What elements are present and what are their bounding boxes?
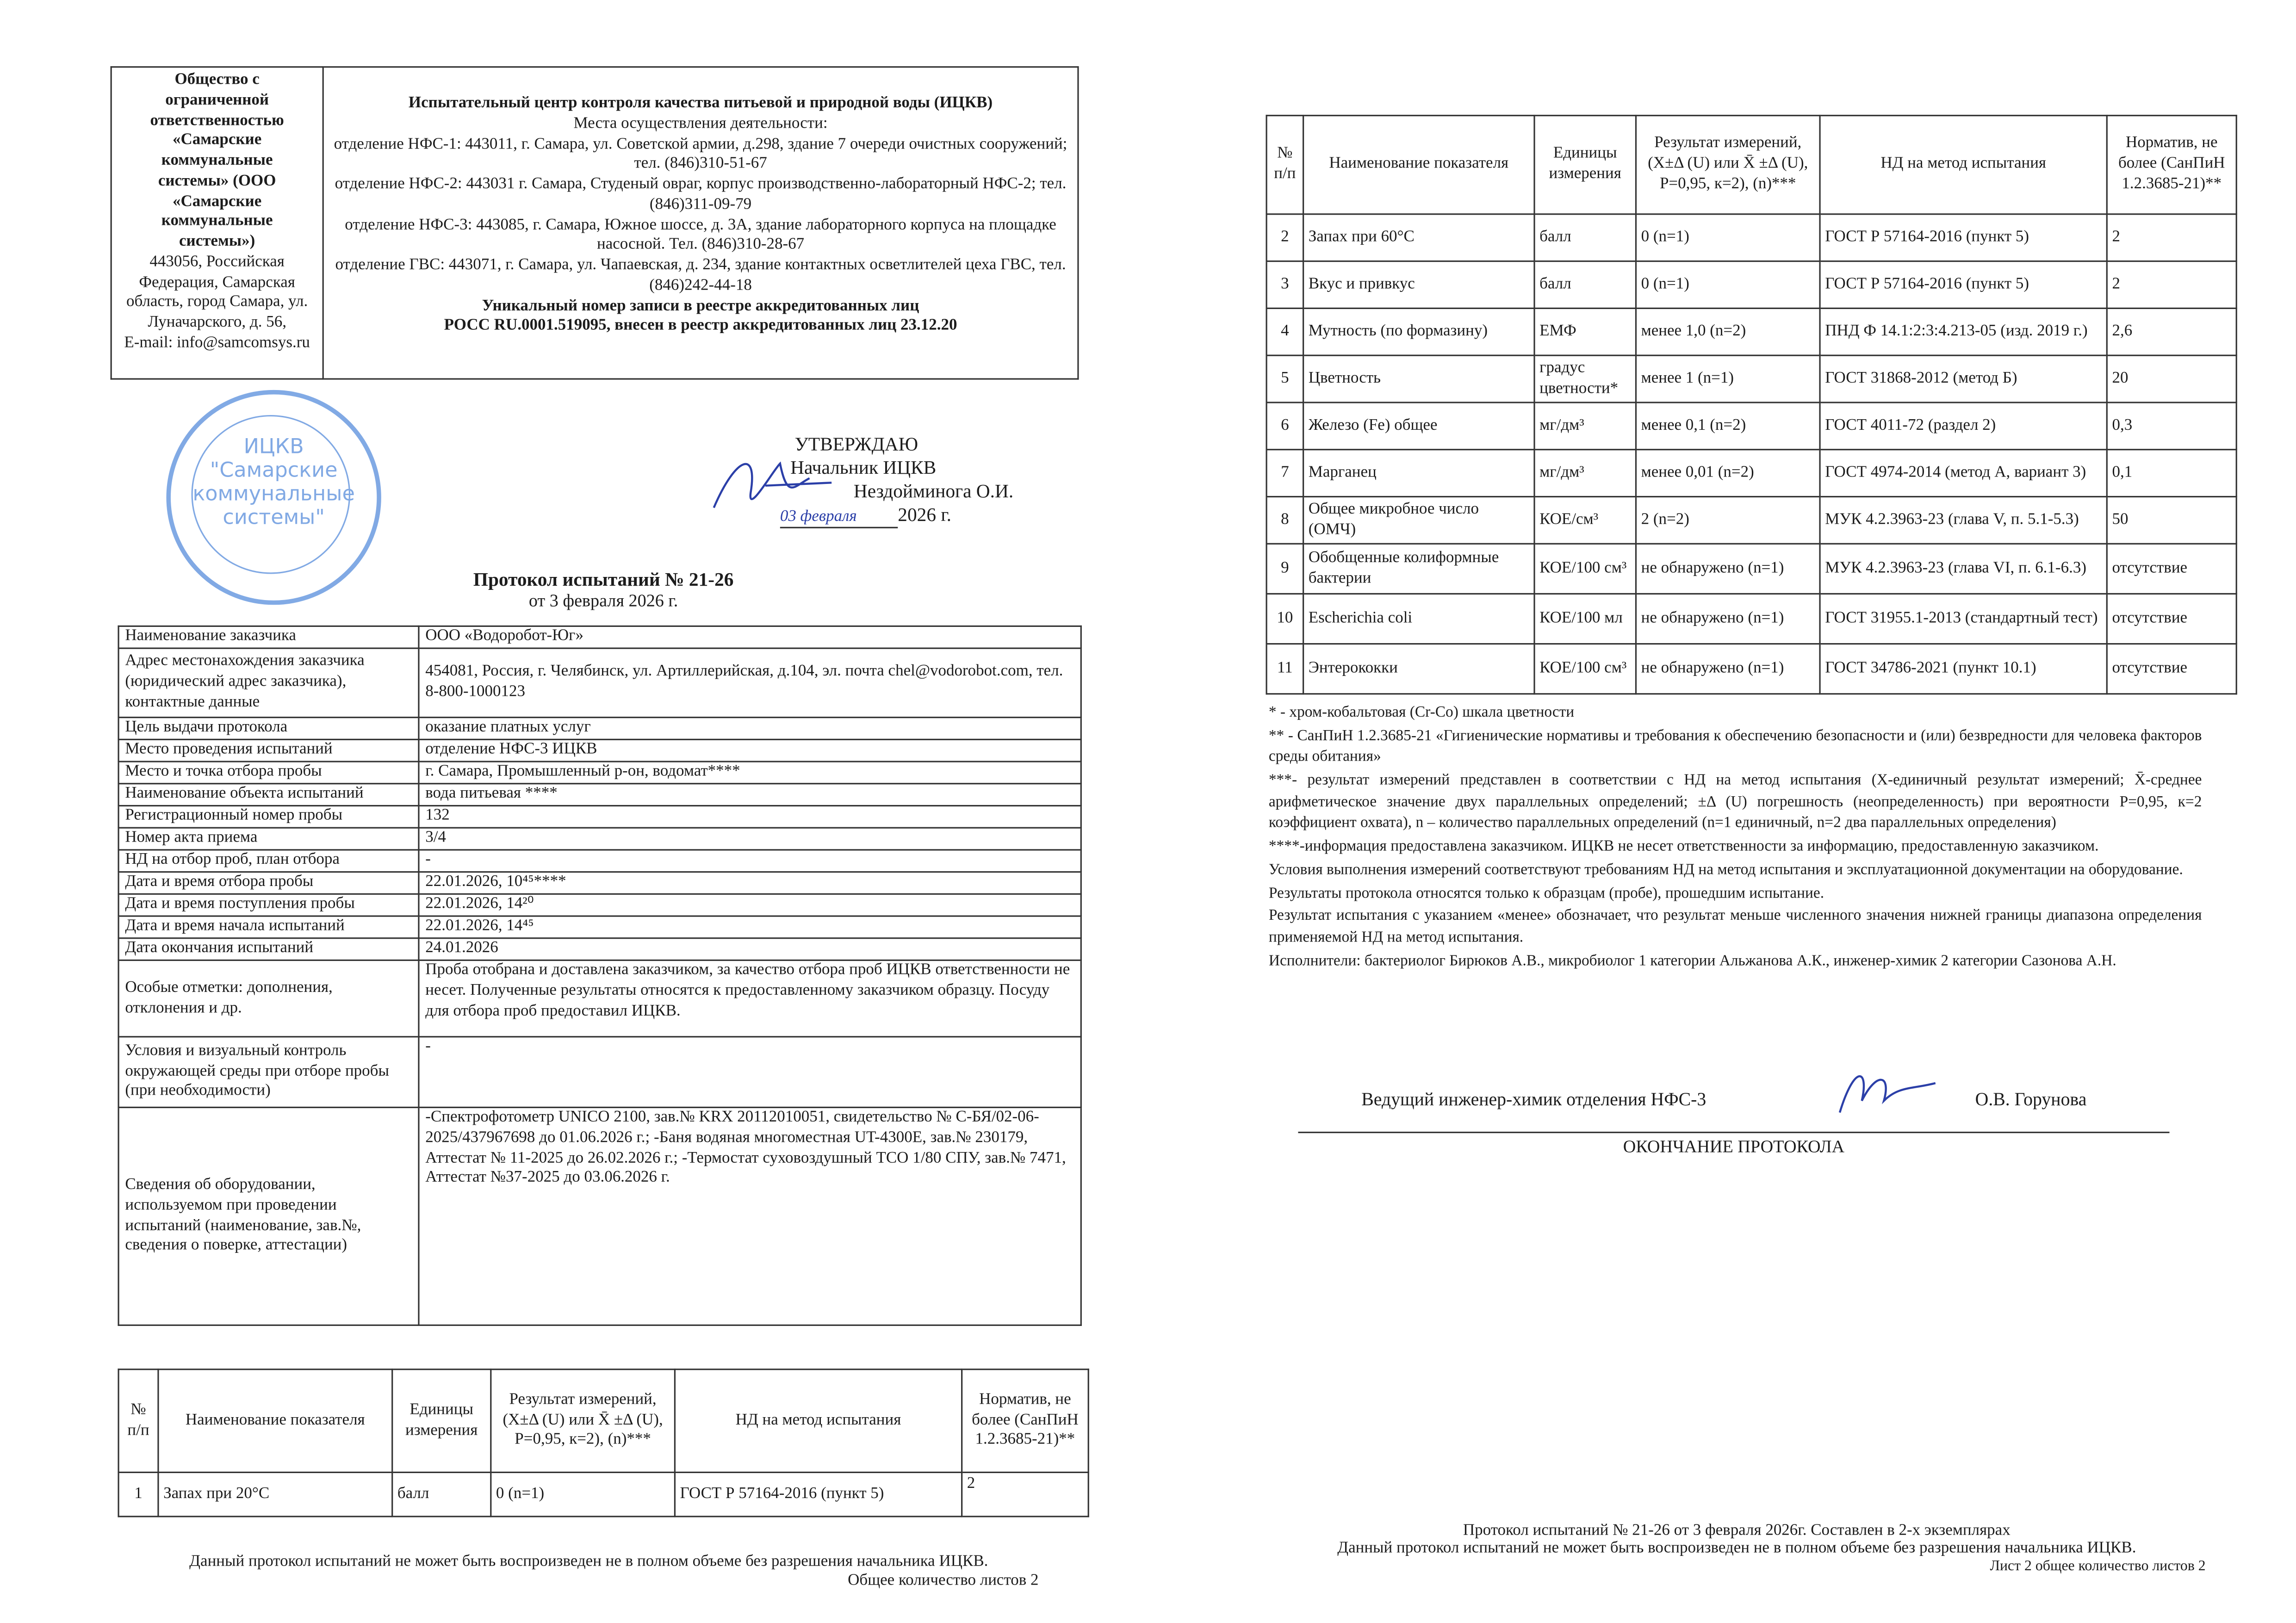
- info-label: Наименование объекта испытаний: [118, 784, 419, 806]
- info-label: Цель выдачи протокола: [118, 718, 419, 740]
- signoff-position: Ведущий инженер-химик отделения НФС-3: [1361, 1089, 1706, 1110]
- cell-num: 2: [1266, 214, 1303, 261]
- info-row: [118, 718, 1081, 740]
- organization-name-line: Общество с: [174, 70, 260, 88]
- cell-norm: 2: [962, 1472, 1089, 1516]
- cell-name: Железо (Fe) общее: [1303, 403, 1534, 450]
- cell-result: не обнаружено (n=1): [1636, 544, 1820, 594]
- organization-name-line: «Самарские: [173, 192, 262, 210]
- col-num: № п/п: [118, 1369, 158, 1473]
- cell-method: ГОСТ Р 57164-2016 (пункт 5): [1820, 261, 2107, 309]
- cell-result: 2 (n=2): [1636, 497, 1820, 544]
- info-row: [118, 762, 1081, 784]
- info-value: -: [419, 850, 1081, 872]
- cell-num: 3: [1266, 261, 1303, 309]
- result-row: [1266, 308, 2236, 355]
- place-item: отделение НФС-2: 443031 г. Самара, Студеный овраг, корпус производственно-лабораторный НФС-2; тел. (846)311-09-79: [335, 175, 1067, 213]
- organization-name-line: ответственностью: [150, 111, 284, 129]
- center-cell: [323, 67, 1078, 379]
- result-row: [1266, 450, 2236, 497]
- info-label: Номер акта приема: [118, 828, 419, 850]
- cell-unit: ЕМФ: [1534, 308, 1636, 355]
- footnote: * - хром-кобальтовая (Cr-Co) шкала цветности: [1268, 705, 1575, 721]
- col-norm: Норматив, не более (СанПиН 1.2.3685-21)**: [962, 1369, 1089, 1473]
- info-value: ООО «Водоробот-Юг»: [419, 626, 1081, 648]
- info-row: [118, 739, 1081, 762]
- info-value: оказание платных услуг: [419, 718, 1081, 740]
- cell-unit: мг/дм³: [1534, 450, 1636, 497]
- info-row: [118, 626, 1081, 648]
- organization-email: E-mail: info@samcomsys.ru: [124, 334, 310, 352]
- info-value: Проба отобрана и доставлена заказчиком, за качество отбора проб ИЦКВ ответственности не несет. Полученные результаты относятся к предоставленному заказчиком образцу. Посуду для отбора проб предоставил ИЦКВ.: [419, 960, 1081, 1036]
- info-label: Место и точка отбора пробы: [118, 762, 419, 784]
- col-method: НД на метод испытания: [675, 1369, 962, 1473]
- col-method: НД на метод испытания: [1820, 116, 2107, 214]
- cell-method: МУК 4.2.3963-23 (глава VI, п. 6.1-6.3): [1820, 544, 2107, 594]
- cell-unit: мг/дм³: [1534, 403, 1636, 450]
- cell-unit: КОЕ/100 мл: [1534, 594, 1636, 644]
- info-row: [118, 1037, 1081, 1108]
- info-row: [118, 648, 1081, 717]
- cell-method: ГОСТ Р 57164-2016 (пункт 5): [675, 1472, 962, 1516]
- footer-protocol-info: Протокол испытаний № 21-26 от 3 февраля 2026г. Составлен в 2-х экземплярах: [1463, 1521, 2011, 1540]
- sample-info-table: [118, 626, 1081, 1326]
- info-row: [118, 784, 1081, 806]
- info-value: 24.01.2026: [419, 938, 1081, 960]
- info-row: [118, 872, 1081, 894]
- cell-num: 7: [1266, 450, 1303, 497]
- cell-norm: 2: [2107, 261, 2236, 309]
- approver-signature: [707, 441, 839, 530]
- info-row: [118, 1108, 1081, 1326]
- info-row: [118, 938, 1081, 960]
- col-result: Результат измерений, (X±Δ (U) или X̄ ±Δ (U), P=0,95, к=2), (n)***: [1636, 116, 1820, 214]
- cell-method: ГОСТ Р 57164-2016 (пункт 5): [1820, 214, 2107, 261]
- organization-name-line: ограниченной: [165, 91, 269, 109]
- cell-num: 1: [118, 1472, 158, 1516]
- info-value: -Спектрофотометр UNICO 2100, зав.№ KRX 20112010051, свидетельство № С-БЯ/02-06-2025/437967698 до 01.06.2026 г.; -Баня водяная многоместная UT-4300E, зав.№ 230179, Аттестат № 11-2025 до 26.02.2026 г.; -Термостат суховоздушный ТСО 1/80 СПУ, зав.№ 7471, Аттестат №37-2025 до 03.06.2026 г.: [419, 1108, 1081, 1326]
- col-result: Результат измерений, (X±Δ (U) или X̄ ±Δ (U), P=0,95, к=2), (n)***: [491, 1369, 675, 1473]
- cell-name: Энтерококки: [1303, 644, 1534, 694]
- footnote: ** - СанПиН 1.2.3685-21 «Гигиенические нормативы и требования к обеспечению безопасности и (или) безвредности для человека факторов среды обитания»: [1268, 728, 2202, 766]
- registry-number: РОСС RU.0001.519095, внесен в реестр аккредитованных лиц 23.12.20: [444, 316, 957, 335]
- footer-sheet-number: Лист 2 общее количество листов 2: [1990, 1558, 2206, 1575]
- cell-method: ГОСТ 4011-72 (раздел 2): [1820, 403, 2107, 450]
- divider: [1298, 1132, 2169, 1133]
- col-norm: Норматив, не более (СанПиН 1.2.3685-21)**: [2107, 116, 2236, 214]
- cell-method: ГОСТ 31955.1-2013 (стандартный тест): [1820, 594, 2107, 644]
- organization-name-line: коммунальные: [161, 151, 273, 169]
- organization-stamp: ИЦКВ "Самарские коммунальные системы": [166, 390, 381, 605]
- info-value: -: [419, 1037, 1081, 1108]
- col-unit: Единицы измерения: [1534, 116, 1636, 214]
- cell-name: Мутность (по формазину): [1303, 308, 1534, 355]
- cell-result: 0 (n=1): [491, 1472, 675, 1516]
- result-row: [1266, 644, 2236, 694]
- result-row: [118, 1472, 1088, 1516]
- organization-name-line: коммунальные: [161, 212, 273, 230]
- info-value: 22.01.2026, 10⁴⁵****: [419, 872, 1081, 894]
- signoff-name: О.В. Горунова: [1975, 1089, 2087, 1110]
- cell-unit: балл: [1534, 214, 1636, 261]
- approval-year: 2026 г.: [898, 502, 951, 525]
- cell-norm: 50: [2107, 497, 2236, 544]
- result-row: [1266, 594, 2236, 644]
- result-row: [1266, 355, 2236, 403]
- cell-result: 0 (n=1): [1636, 261, 1820, 309]
- result-row: [1266, 261, 2236, 309]
- protocol-date: от 3 февраля 2026 г.: [528, 590, 678, 611]
- cell-unit: балл: [1534, 261, 1636, 309]
- footer-disclaimer: Данный протокол испытаний не может быть воспроизведен не в полном объеме без разрешения начальника ИЦКВ.: [189, 1552, 988, 1570]
- cell-name: Общее микробное число (ОМЧ): [1303, 497, 1534, 544]
- info-label: Адрес местонахождения заказчика (юридический адрес заказчика), контактные данные: [118, 648, 419, 717]
- places-title: Места осуществления деятельности:: [573, 114, 828, 132]
- cell-unit: КОЕ/100 см³: [1534, 544, 1636, 594]
- approval-title: УТВЕРЖДАЮ: [794, 433, 918, 455]
- footnote: Условия выполнения измерений соответствуют требованиям НД на метод испытания и эксплуатационной документации на оборудование.: [1268, 862, 2183, 879]
- cell-name: Escherichia coli: [1303, 594, 1534, 644]
- approval-position: Начальник ИЦКВ: [790, 456, 937, 478]
- cell-unit: балл: [392, 1472, 491, 1516]
- cell-num: 8: [1266, 497, 1303, 544]
- cell-num: 9: [1266, 544, 1303, 594]
- footer-sheet-count: Общее количество листов 2: [848, 1572, 1039, 1590]
- cell-result: менее 1,0 (n=2): [1636, 308, 1820, 355]
- footer-disclaimer: Данный протокол испытаний не может быть воспроизведен не в полном объеме без разрешения начальника ИЦКВ.: [1337, 1539, 2136, 1557]
- organization-cell: [111, 67, 323, 379]
- cell-result: менее 0,01 (n=2): [1636, 450, 1820, 497]
- results-table-page2: [1266, 115, 2237, 694]
- info-label: Условия и визуальный контроль окружающей среды при отборе пробы (при необходимости): [118, 1037, 419, 1108]
- info-row: [118, 828, 1081, 850]
- registry-line: Уникальный номер записи в реестре аккредитованных лиц: [482, 296, 919, 315]
- cell-method: ГОСТ 34786-2021 (пункт 10.1): [1820, 644, 2107, 694]
- protocol-end: ОКОНЧАНИЕ ПРОТОКОЛА: [1623, 1136, 1845, 1157]
- footnote: Результаты протокола относятся только к образцам (пробе), прошедшим испытание.: [1268, 885, 1824, 902]
- info-row: [118, 960, 1081, 1036]
- cell-norm: 2: [2107, 214, 2236, 261]
- results-table-page1: [118, 1369, 1089, 1517]
- cell-norm: 0,3: [2107, 403, 2236, 450]
- cell-norm: 0,1: [2107, 450, 2236, 497]
- organization-name-line: «Самарские: [173, 131, 262, 149]
- info-value: 22.01.2026, 14²⁰: [419, 894, 1081, 916]
- cell-result: не обнаружено (n=1): [1636, 594, 1820, 644]
- info-value: 22.01.2026, 14⁴⁵: [419, 916, 1081, 938]
- protocol-title: Протокол испытаний № 21-26: [473, 568, 734, 590]
- info-row: [118, 850, 1081, 872]
- cell-norm: 2,6: [2107, 308, 2236, 355]
- organization-name-line: системы» (ООО: [158, 172, 276, 190]
- cell-name: Запах при 60°С: [1303, 214, 1534, 261]
- organization-name: [112, 71, 323, 253]
- cell-norm: отсутствие: [2107, 644, 2236, 694]
- cell-norm: 20: [2107, 355, 2236, 403]
- footnotes: [1269, 703, 2202, 974]
- result-row: [1266, 403, 2236, 450]
- info-label: Место проведения испытаний: [118, 739, 419, 762]
- info-label: Дата и время поступления пробы: [118, 894, 419, 916]
- col-num: № п/п: [1266, 116, 1303, 214]
- info-label: НД на отбор проб, план отбора: [118, 850, 419, 872]
- info-value: г. Самара, Промышленный р-он, водомат****: [419, 762, 1081, 784]
- result-row: [1266, 497, 2236, 544]
- approval-name: Нездойминога О.И.: [853, 479, 1014, 502]
- organization-address: 443056, Российская Федерация, Самарская область, город Самара, ул. Луначарского, д. 56,: [126, 253, 308, 331]
- cell-unit: КОЕ/100 см³: [1534, 644, 1636, 694]
- info-row: [118, 894, 1081, 916]
- cell-name: Обобщенные колиформные бактерии: [1303, 544, 1534, 594]
- cell-method: ГОСТ 31868-2012 (метод Б): [1820, 355, 2107, 403]
- cell-result: 0 (n=1): [1636, 214, 1820, 261]
- col-name: Наименование показателя: [1303, 116, 1534, 214]
- info-value: 3/4: [419, 828, 1081, 850]
- cell-method: МУК 4.2.3963-23 (глава V, п. 5.1-5.3): [1820, 497, 2107, 544]
- organization-name-line: системы»): [179, 232, 255, 250]
- cell-num: 11: [1266, 644, 1303, 694]
- cell-method: ГОСТ 4974-2014 (метод А, вариант 3): [1820, 450, 2107, 497]
- cell-name: Вкус и привкус: [1303, 261, 1534, 309]
- info-value: 132: [419, 805, 1081, 828]
- info-label: Регистрационный номер пробы: [118, 805, 419, 828]
- info-label: Дата окончания испытаний: [118, 938, 419, 960]
- info-label: Дата и время начала испытаний: [118, 916, 419, 938]
- center-title: Испытательный центр контроля качества питьевой и природной воды (ИЦКВ): [408, 94, 993, 112]
- cell-result: менее 1 (n=1): [1636, 355, 1820, 403]
- place-item: отделение ГВС: 443071, г. Самара, ул. Чапаевская, д. 234, здание контактных осветлителей цеха ГВС, тел. (846)242-44-18: [335, 256, 1066, 294]
- footnote: ****-информация предоставлена заказчиком. ИЦКВ не несет ответственности за информацию, предоставленную заказчиком.: [1268, 839, 2099, 855]
- info-row: [118, 916, 1081, 938]
- place-item: отделение НФС-1: 443011, г. Самара, ул. Советской армии, д.298, здание 7 очереди очистных сооружений; тел. (846)310-51-67: [334, 135, 1067, 173]
- approval-date-handwritten: 03 февраля: [780, 507, 898, 528]
- cell-num: 6: [1266, 403, 1303, 450]
- cell-name: Запах при 20°С: [158, 1472, 392, 1516]
- cell-num: 5: [1266, 355, 1303, 403]
- cell-unit: градус цветности*: [1534, 355, 1636, 403]
- col-name: Наименование показателя: [158, 1369, 392, 1473]
- info-label: Сведения об оборудовании, используемом при проведении испытаний (наименование, зав.№, сведения о поверке, аттестации): [118, 1108, 419, 1326]
- cell-result: не обнаружено (n=1): [1636, 644, 1820, 694]
- footnote: ***- результат измерений представлен в соответствии с НД на метод испытания (X-единичный результат измерений; X̄-среднее арифметическое значение двух параллельных определений; ±Δ (U) погрешность (неопределенность) при вероятности P=0,95, к=2 коэффициент охвата), n – количество параллельных определений (n=1 единичный, n=2 два параллельных определения): [1268, 773, 2202, 832]
- cell-num: 4: [1266, 308, 1303, 355]
- result-row: [1266, 214, 2236, 261]
- info-label: Дата и время отбора пробы: [118, 872, 419, 894]
- footnote: Результат испытания с указанием «менее» обозначает, что результат меньше численного значения нижней границы диапазона определения применяемой НД на метод испытания.: [1268, 908, 2202, 946]
- col-unit: Единицы измерения: [392, 1369, 491, 1473]
- cell-unit: КОЕ/см³: [1534, 497, 1636, 544]
- cell-name: Марганец: [1303, 450, 1534, 497]
- result-row: [1266, 544, 2236, 594]
- info-value: отделение НФС-3 ИЦКВ: [419, 739, 1081, 762]
- info-value: 454081, Россия, г. Челябинск, ул. Артиллерийская, д.104, эл. почта chel@vodorobot.com, тел. 8-800-1000123: [419, 648, 1081, 717]
- info-row: [118, 805, 1081, 828]
- info-label: Особые отметки: дополнения, отклонения и др.: [118, 960, 419, 1036]
- cell-norm: отсутствие: [2107, 594, 2236, 644]
- cell-norm: отсутствие: [2107, 544, 2236, 594]
- cell-name: Цветность: [1303, 355, 1534, 403]
- cell-result: менее 0,1 (n=2): [1636, 403, 1820, 450]
- footnote: Исполнители: бактериолог Бирюков А.В., микробиолог 1 категории Альжанова А.К., инженер-химик 2 категории Сазонова А.Н.: [1268, 953, 2116, 969]
- info-value: вода питьевая ****: [419, 784, 1081, 806]
- cell-method: ПНД Ф 14.1:2:3:4.213-05 (изд. 2019 г.): [1820, 308, 2107, 355]
- executor-signature: [1825, 1057, 1942, 1123]
- cell-num: 10: [1266, 594, 1303, 644]
- letterhead-table: [111, 66, 1079, 380]
- place-item: отделение НФС-3: 443085, г. Самара, Южное шоссе, д. 3А, здание лабораторного корпуса на площадке насосной. Тел. (846)310-28-67: [345, 215, 1056, 254]
- info-label: Наименование заказчика: [118, 626, 419, 648]
